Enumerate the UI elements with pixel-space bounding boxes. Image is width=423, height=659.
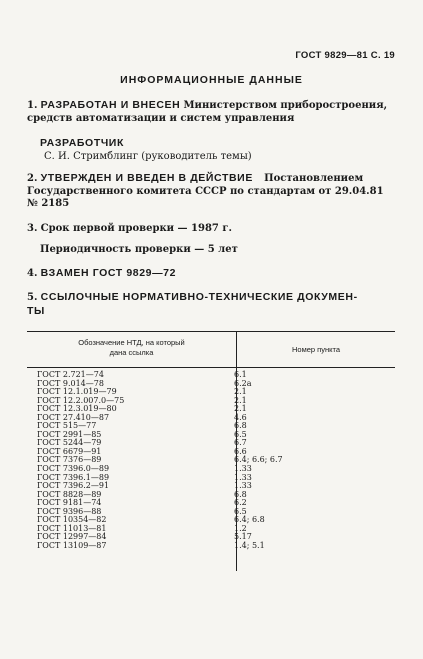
table-header-document xyxy=(27,338,236,358)
table-cell-item: 2.1 xyxy=(234,395,247,405)
table-cell-document: ГОСТ 2991—85 xyxy=(37,429,102,439)
section-4 xyxy=(27,267,399,281)
table-cell-document: ГОСТ 12.1.019—79 xyxy=(37,387,117,397)
table-cell-document: ГОСТ 8828—89 xyxy=(37,489,102,499)
section-1-text-line2: средств автоматизации и систем управления xyxy=(27,112,295,124)
table-row xyxy=(27,542,395,551)
developer-block xyxy=(40,137,400,163)
section-2 xyxy=(27,172,399,211)
section-2-text-inline: Постановлением xyxy=(264,173,364,184)
section-2-number: 2. xyxy=(27,173,38,184)
table-cell-item: 6.1 xyxy=(234,370,247,379)
table-cell-item: 1.33 xyxy=(234,464,252,474)
table-body xyxy=(27,371,395,550)
section-4-number: 4. xyxy=(27,268,38,279)
table-cell-item: 2.1 xyxy=(234,404,247,414)
section-3 xyxy=(27,223,399,236)
section-3-number: 3. xyxy=(27,223,38,234)
section-5-number: 5. xyxy=(27,292,38,303)
table-top-rule xyxy=(27,331,395,332)
table-cell-document: ГОСТ 7376—89 xyxy=(37,455,102,465)
table-cell-document: ГОСТ 11013—81 xyxy=(37,523,107,533)
table-cell-document: ГОСТ 10354—82 xyxy=(37,515,107,525)
table-header-document-line2: дана ссылка xyxy=(109,348,154,357)
section-1-number: 1. xyxy=(27,100,38,111)
table-cell-document: ГОСТ 5244—79 xyxy=(37,438,102,448)
section-1 xyxy=(27,99,399,125)
table-header-document-line1: Обозначение НТД, на который xyxy=(78,338,185,347)
running-header: ГОСТ 9829—81 С. 19 xyxy=(295,50,395,61)
table-cell-document: ГОСТ 6679—91 xyxy=(37,446,102,456)
table-cell-document: ГОСТ 7396.2—91 xyxy=(37,481,110,491)
table-cell-item: 6.2 xyxy=(234,498,247,508)
table-cell-item: 6.4; 6.6; 6.7 xyxy=(234,455,283,465)
table-cell-item: 6.8 xyxy=(234,421,247,431)
table-cell-document: ГОСТ 2.721—74 xyxy=(37,370,104,379)
table-cell-item: 6.6 xyxy=(234,446,247,456)
section-2-heading: УТВЕРЖДЕН И ВВЕДЕН В ДЕЙСТВИЕ xyxy=(40,172,253,184)
table-cell-item: 4.6 xyxy=(234,412,247,422)
section-5-heading-line1: ССЫЛОЧНЫЕ НОРМАТИВНО-ТЕХНИЧЕСКИЕ ДОКУМЕН- xyxy=(40,291,358,303)
table-cell-item: 1.33 xyxy=(234,481,252,491)
table-cell-item: 6.7 xyxy=(234,438,247,448)
table-cell-item: 6.4; 6.8 xyxy=(234,515,265,525)
section-5 xyxy=(27,291,399,318)
section-3-line1: Срок первой проверки — 1987 г. xyxy=(40,223,232,234)
section-1-heading: РАЗРАБОТАН И ВНЕСЕН xyxy=(40,99,181,111)
page-title: ИНФОРМАЦИОННЫЕ ДАННЫЕ xyxy=(120,74,303,86)
developer-label: РАЗРАБОТЧИК xyxy=(40,137,124,149)
table-cell-item: 6.5 xyxy=(234,506,247,516)
table-cell-item: 1.2 xyxy=(234,523,247,533)
table-cell-item: 2.1 xyxy=(234,387,247,397)
developer-name: С. И. Стримблинг (руководитель темы) xyxy=(44,150,252,162)
section-2-text-line3: № 2185 xyxy=(27,198,70,209)
section-4-heading: ВЗАМЕН ГОСТ 9829—72 xyxy=(40,267,177,279)
table-cell-document: ГОСТ 7396.0—89 xyxy=(37,464,110,474)
table-cell-document: ГОСТ 27.410—87 xyxy=(37,412,110,422)
table-cell-document: ГОСТ 13109—87 xyxy=(37,540,107,550)
table-cell-document: ГОСТ 9181—74 xyxy=(37,498,102,508)
table-cell-document: ГОСТ 515—77 xyxy=(37,421,97,431)
table-cell-item: 6.2а xyxy=(234,378,252,388)
section-3-periodicity xyxy=(40,244,400,257)
section-2-text-line2: Государственного комитета СССР по стандартам от 29.04.81 xyxy=(27,185,384,197)
table-cell-document: ГОСТ 12.2.007.0—75 xyxy=(37,395,125,405)
table-cell-item: 6.8 xyxy=(234,489,247,499)
table-header-item: Номер пункта xyxy=(291,345,340,354)
section-5-heading-line2: ТЫ xyxy=(27,304,45,317)
table-cell-document: ГОСТ 12997—84 xyxy=(37,532,107,542)
table-cell-document: ГОСТ 7396.1—89 xyxy=(37,472,110,482)
table-header-rule xyxy=(27,367,395,368)
table-cell-item: 1.4; 5.1 xyxy=(234,540,265,550)
table-cell-document: ГОСТ 9.014—78 xyxy=(37,378,104,388)
section-1-text-inline: Министерством приборостроения, xyxy=(183,100,388,111)
table-cell-document: ГОСТ 12.3.019—80 xyxy=(37,404,117,414)
table-cell-item: 1.33 xyxy=(234,472,252,482)
table-cell-item: 5.17 xyxy=(234,532,252,542)
table-cell-document: ГОСТ 9396—88 xyxy=(37,506,102,516)
table-cell-item: 6.5 xyxy=(234,429,247,439)
section-3-line2: Периодичность проверки — 5 лет xyxy=(40,244,238,255)
